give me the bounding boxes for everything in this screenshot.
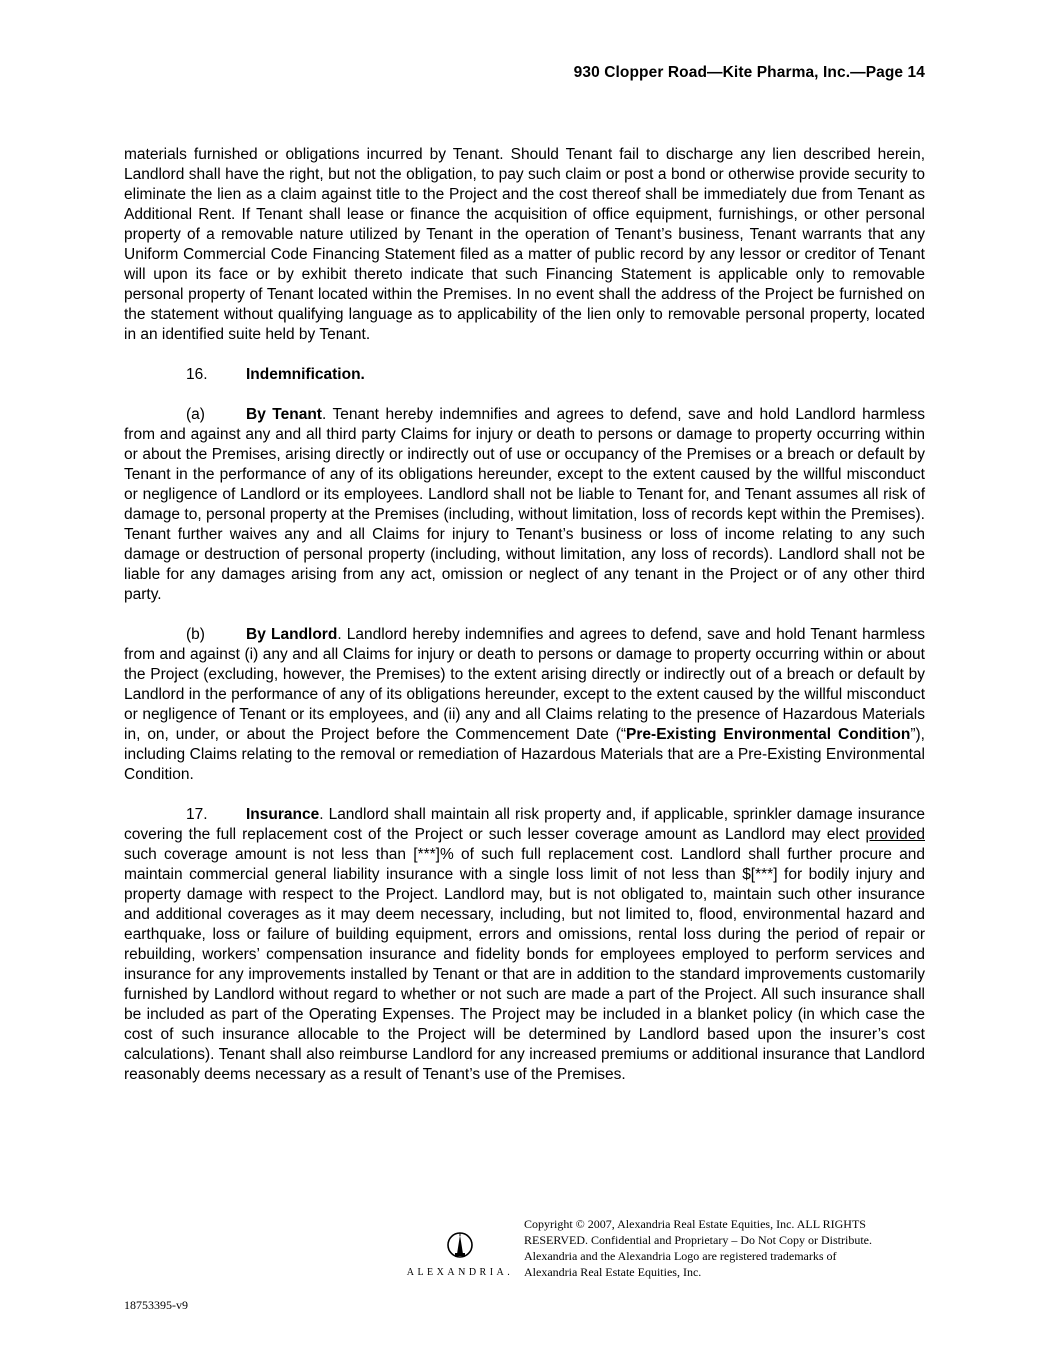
paragraph-a-text: . Tenant hereby indemnifies and agrees to defend, save and hold Landlord harmless from and against any and all third party Claims for injury or death to persons or damage to property occurring within or about the Premises, arising directly or indirectly out of use or occupancy of the Premises or a breach or default by Tenant in the performance of any of its obligations hereunder, except to the extent caused by the willful misconduct or negligence of Landlord or its employees. Landlord shall not be liable to Tenant for, and Tenant assumes all risk of damage to, personal property at the Premises (including, without limitation, loss of records kept within the Premises). Tenant further waives any and all Claims for injury to Tenant’s business or loss of income relating to any such damage or destruction of personal property (including, without limitation, any loss of records). Landlord shall not be liable for any damages arising from any act, omission or neglect of any tenant in the Project or of any other third party. xyxy=(124,406,925,603)
alexandria-logo xyxy=(405,1230,515,1278)
section-17-number: 17. xyxy=(186,806,208,823)
section-16-heading xyxy=(124,365,925,385)
section-17-text-2: such coverage amount is not less than [***]% of such full replacement cost. Landlord shall further procure and maintain commercial general liability insurance with a single loss limit of not less than $[***] for bodily injury and property damage with respect to the Project. Landlord may, but is not obligated to, maintain such other insurance and additional coverages as it may deem necessary, including, but not limited to, flood, environmental hazard and earthquake, loss or failure of building equipment, errors and omissions, rental loss during the period of repair or rebuilding, workers’ compensation insurance and fidelity bonds for employees employed to perform services and insurance for any improvements installed by Tenant or that are in addition to the standard improvements customarily furnished by Landlord without regard to whether or not such are made a part of the Project. All such insurance shall be included as part of the Operating Expenses. The Project may be included in a blanket policy (in which case the cost of such insurance allocable to the Project will be determined by Landlord based upon the insurer’s cost calculations). Tenant shall also reimburse Landlord for any increased premiums or additional insurance that Landlord reasonably deems necessary as a result of Tenant’s use of the Premises. xyxy=(124,846,925,1083)
paragraph-intro-text: materials furnished or obligations incurred by Tenant. Should Tenant fail to discharge any lien described herein, Landlord shall have the right, but not the obligation, to pay such claim or post a bond or otherwise provide security to eliminate the lien as a claim against title to the Project and the cost thereof shall be immediately due from Tenant as Additional Rent. If Tenant shall lease or finance the acquisition of office equipment, furnishings, or other personal property of a removable nature utilized by Tenant in the operation of Tenant’s business, Tenant warrants that any Uniform Commercial Code Financing Statement filed as a matter of public record by any lessor or creditor of Tenant will upon its face or by exhibit thereto indicate that such Financing Statement is applicable only to removable personal property of Tenant located within the Premises. In no event shall the address of the Project be furnished on the statement without qualifying language as to applicability of the lien only to removable personal property, located in an identified suite held by Tenant. xyxy=(124,146,925,343)
section-17-underlined-word: provided xyxy=(865,826,925,843)
copyright-notice: Copyright © 2007, Alexandria Real Estate Equities, Inc. ALL RIGHTS RESERVED. Confidential and Proprietary – Do Not Copy or Distribute. Alexandria and the Alexandria Logo are registered trademarks of Alexandria Real Estate Equities, Inc. xyxy=(524,1217,872,1279)
alexandria-logo-text: ALEXANDRIA. xyxy=(406,1267,514,1278)
paragraph-a-heading: By Tenant xyxy=(246,406,322,423)
paragraph-b-text-2: ”), including Claims relating to the removal or remediation of Hazardous Materials that are a Pre-Existing Environmental Condition. xyxy=(124,726,925,783)
paragraph-b-defined-term: Pre-Existing Environmental Condition xyxy=(626,726,911,743)
paragraph-a-label: (a) xyxy=(186,406,205,423)
alexandria-logo-icon xyxy=(444,1230,476,1260)
document-body xyxy=(124,145,925,1105)
paragraph-b-heading: By Landlord xyxy=(246,626,338,643)
paragraph-intro xyxy=(124,145,925,345)
section-16-number: 16. xyxy=(186,366,208,383)
document-id: 18753395-v9 xyxy=(124,1298,188,1312)
section-17 xyxy=(124,805,925,1085)
paragraph-b xyxy=(124,625,925,785)
paragraph-a xyxy=(124,405,925,605)
section-17-heading: Insurance xyxy=(246,806,320,823)
page-header: 930 Clopper Road—Kite Pharma, Inc.—Page 14 xyxy=(573,64,925,81)
section-16-title: Indemnification. xyxy=(246,366,365,383)
section-17-text-1: . Landlord shall maintain all risk property and, if applicable, sprinkler damage insurance covering the full replacement cost of the Project or such lesser coverage amount as Landlord may elect xyxy=(124,806,925,843)
paragraph-b-label: (b) xyxy=(186,626,205,643)
paragraph-b-text-1: . Landlord hereby indemnifies and agrees to defend, save and hold Tenant harmless from and against (i) any and all Claims for injury or death to persons or damage to property occurring within or about the Project (excluding, however, the Premises) to the extent arising directly or indirectly out of a breach or default by Landlord in the performance of any of its obligations hereunder, except to the extent caused by the willful misconduct or negligence of Tenant or its employees, and (ii) any and all Claims relating to the presence of Hazardous Materials in, on, under, or about the Project before the Commencement Date (“ xyxy=(124,626,925,743)
